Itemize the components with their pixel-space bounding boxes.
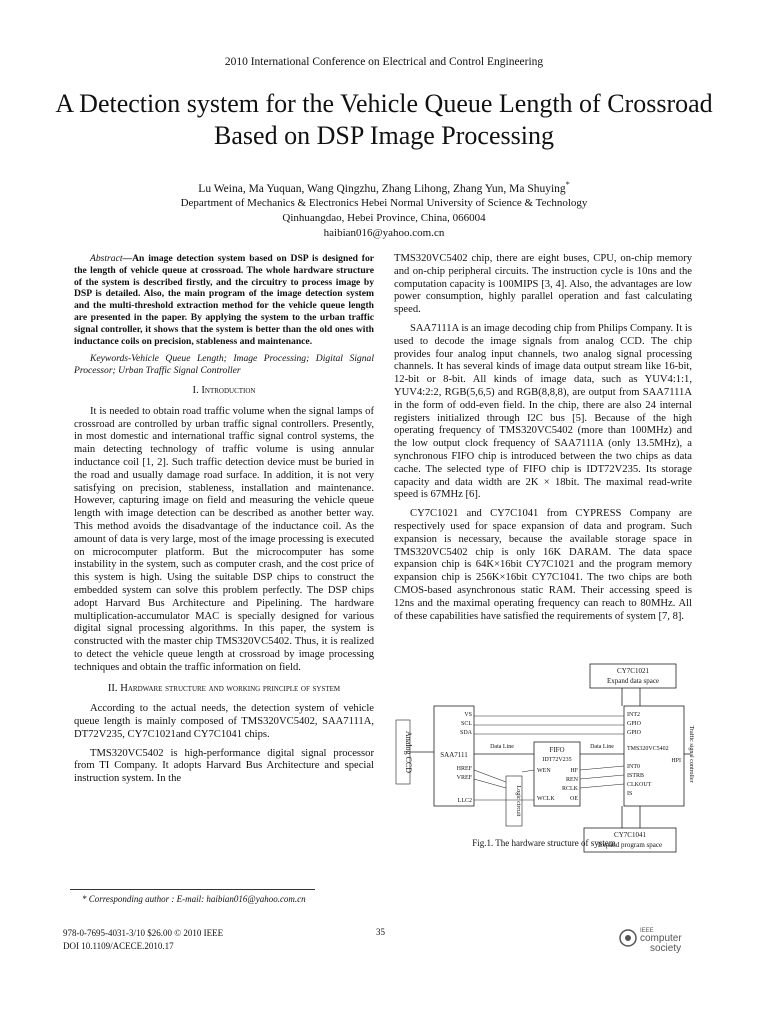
fifo-pin-wen: WEN	[537, 768, 551, 774]
affiliation-email: haibian016@yahoo.com.cn	[323, 227, 445, 239]
right-paragraph-3: CY7C1021 and CY7C1041 from CYPRESS Company are respectively used for space expansion of data and program. Such expansion is necessary, because the available storage space in TMS320VC5402 chip is only 16K DARAM. The data space expansion chip is 64K×16bit CY7C1021 and the program memory expansion chip is 256K×16bit CY7C1041. The two chips are both CMOS-based asynchronous static RAM. Their accessing speed is 12ns and the maximal operating frequency can reach to 80MHz. All of these capabilities have satisfied the requirements of system [7, 8].	[394, 508, 692, 622]
cy7c1021-label: CY7C1021	[617, 667, 649, 675]
conference-header: 2010 International Conference on Electrical and Control Engineering	[224, 56, 544, 68]
logic-label: Logic circuit	[515, 785, 521, 817]
cy7c1021-sublabel: Expand data space	[606, 677, 660, 685]
dsp-pin-istrb: ISTRB	[627, 773, 645, 779]
footnote-rule	[70, 889, 315, 890]
affiliation	[0, 196, 768, 241]
author-list	[0, 180, 768, 195]
saa-pin-vref: VREF	[456, 775, 472, 781]
logo-computer: computer	[640, 933, 682, 944]
ccd-label: Analog CCD	[404, 731, 413, 773]
data-line-1-label: Data Line	[490, 744, 514, 750]
doi-line: DOI 10.1109/ACECE.2010.17	[63, 941, 174, 951]
left-column	[74, 253, 374, 792]
logo-globe-core	[625, 935, 631, 941]
affiliation-dept: Department of Mechanics & Electronics Hebei Normal University of Science & Technology	[180, 197, 588, 209]
abstract	[74, 253, 374, 347]
dsp-pin-clkout: CLKOUT	[627, 782, 652, 788]
section-heading-hardware: II. Hardware structure and working principle of system	[107, 682, 341, 694]
fifo-pin-ren: REN	[566, 777, 578, 783]
saa7111-label: SAA7111	[440, 751, 468, 759]
corresponding-mark: *	[565, 180, 570, 189]
saa-pin-vs: VS	[464, 712, 472, 718]
keywords: Keywords-Vehicle Queue Length; Image Processing; Digital Signal Processor; Urban Traffic Signal Controller	[74, 353, 374, 377]
page-number: 35	[376, 927, 385, 937]
controller-label: Traffic signal controller	[688, 725, 694, 783]
abstract-label: Abstract	[90, 253, 123, 264]
right-paragraph-1: TMS320VC5402 chip, there are eight buses, CPU, on-chip memory and on-chip peripheral circuits. The instruction cycle is 10ns and the computation capacity is 100MIPS [3, 4]. Also, the advantages are low power consumption, highly parallel operation and fast calculating speed.	[394, 253, 692, 316]
paper-title: A Detection system for the Vehicle Queue Length of Crossroad Based on DSP Image Processing	[55, 89, 713, 150]
saa-pin-href: HREF	[456, 766, 472, 772]
cy7c1041-label: CY7C1041	[614, 831, 646, 839]
footnote: * Corresponding author : E-mail: haibian016@yahoo.com.cn	[82, 894, 306, 904]
dsp-pin-int2: INT2	[627, 712, 640, 718]
hardware-structure-figure	[394, 662, 694, 862]
saa-pin-sda: SDA	[459, 730, 472, 736]
dsp-label: TMS320VC5402	[627, 746, 669, 752]
fifo-label: FIFO	[549, 746, 565, 754]
saa-pin-scl: SCL	[460, 721, 472, 727]
logo-society: society	[650, 943, 682, 954]
intro-paragraph-1: It is needed to obtain road traffic volume when the signal lamps of crossroad are controlled by urban traffic signal controllers. Presently, in most domestic and international traffic signal control systems, the main detecting technology of traffic volume is using annular inductance coil [1, 2]. Such traffic detection device must be buried in the road and usually damage road surface. In addition, it is not very satisfying on precision, stableness, installation and maintenance. However, capturing image on field and measuring the vehicle queue length with image detection can be described as another better way. This method avoids the disadvantage of the inductance coil. As the amount of data is very large, most of the image processing is executed on microcomputer platform. But the microcomputer has some instability in the system, such as computer crash, and the cost price of this system is high. Using the suitable DSP chips to construct the embedded system can solve this problem perfectly. The DSP chips adopt Harvard Bus Architecture and Pipelining. The hardware multiplication-accumulator MAC is specially designed for various digital signal processing algorithms. In this paper, the system is constructed with the master chip TMS320VC5402. Thus, it is realized to detect the vehicle queue length at crossroad by image processing techniques and obtain the traffic information on field.	[74, 405, 374, 673]
hardware-paragraph-1: According to the actual needs, the detection system of vehicle queue length is mainly composed of TMS320VC5402, SAA7111A, DT72V235, CY7C1021and CY7C1041 chips.	[74, 703, 374, 740]
dsp-pin-int0: INT0	[627, 764, 640, 770]
hpi-label: HPI	[671, 758, 681, 764]
section-heading-intro: I. Introduction	[192, 384, 256, 396]
hf-int0-link	[580, 766, 624, 770]
fifo-pin-hf: HF	[570, 768, 578, 774]
authors-text: Lu Weina, Ma Yuquan, Wang Qingzhu, Zhang Lihong, Zhang Yun, Ma Shuying	[198, 182, 566, 195]
ieee-computer-society-logo	[618, 924, 698, 956]
saa-pin-llc2: LLC2	[457, 798, 472, 804]
isbn-line: 978-0-7695-4031-3/10 $26.00 © 2010 IEEE	[63, 928, 224, 938]
fifo-pin-wclk: WCLK	[537, 796, 555, 802]
cy7c1041-sublabel: Expand program space	[597, 841, 663, 849]
wen-link	[522, 770, 534, 772]
hardware-paragraph-2: TMS320VC5402 is high-performance digital signal processor from TI Company. It adopts Harvard Bus Architecture and special instruction system. In the	[74, 747, 374, 785]
dsp-pin-gpio-2: GPIO	[627, 730, 642, 736]
rclk-clkout-link	[580, 784, 624, 788]
fifo-pin-rclk: RCLK	[561, 786, 578, 792]
publication-info	[63, 927, 223, 953]
fifo-sublabel: IDT72V235	[542, 757, 572, 763]
right-column	[394, 253, 692, 629]
logo-ieee: IEEE	[640, 928, 654, 934]
affiliation-city: Qinhuangdao, Hebei Province, China, 066004	[282, 212, 486, 224]
abstract-text: —An image detection system based on DSP is designed for the length of vehicle queue at crossroad. The whole hardware structure of the system is described firstly, and the circuitry to process image by DSP is detailed. Also, the main program of the image detection system and the multi-threshold extraction method for the vehicle queue length are presented in the paper. By applying the system to the urban traffic signal controller, it shows that the system is better than the old ones with inductance coils on precision, stableness and maintenance.	[74, 253, 374, 347]
dsp-pin-gpio-1: GPIO	[627, 721, 642, 727]
fifo-pin-oe: OE	[570, 796, 578, 802]
data-line-2-label: Data Line	[590, 744, 614, 750]
ren-istrb-link	[580, 775, 624, 779]
figure-caption: Fig.1. The hardware structure of system	[472, 838, 616, 848]
dsp-pin-is: IS	[627, 791, 633, 797]
right-paragraph-2: SAA7111A is an image decoding chip from Philips Company. It is used to decode the image signals from analog CCD. The chip provides four analog input channels, two analog signal processing channels. It has several kinds of image data output stream like 16-bit, 12-bit or 8-bit. All kinds of image data, such as YUV4:1:1, YUV4:2:2, RGB(5,6,5) and RGB(8,8,8), are output from SAA7111A in the form of odd-even field. In the chip, there are also 24 internal registers initialized through I2C bus [5]. Because of the high operating frequency of TMS320VC5402 (more than 100MHz) and the low output clock frequency of SAA7111A (only 13.5MHz), a synchronous FIFO chip is introduced between the two chips as data cache. The selected type of FIFO chip is IDT72V235. Its storage capacity and data width are 2K × 18bit. The maximal read-write speed is 67MHz [6].	[394, 322, 692, 501]
